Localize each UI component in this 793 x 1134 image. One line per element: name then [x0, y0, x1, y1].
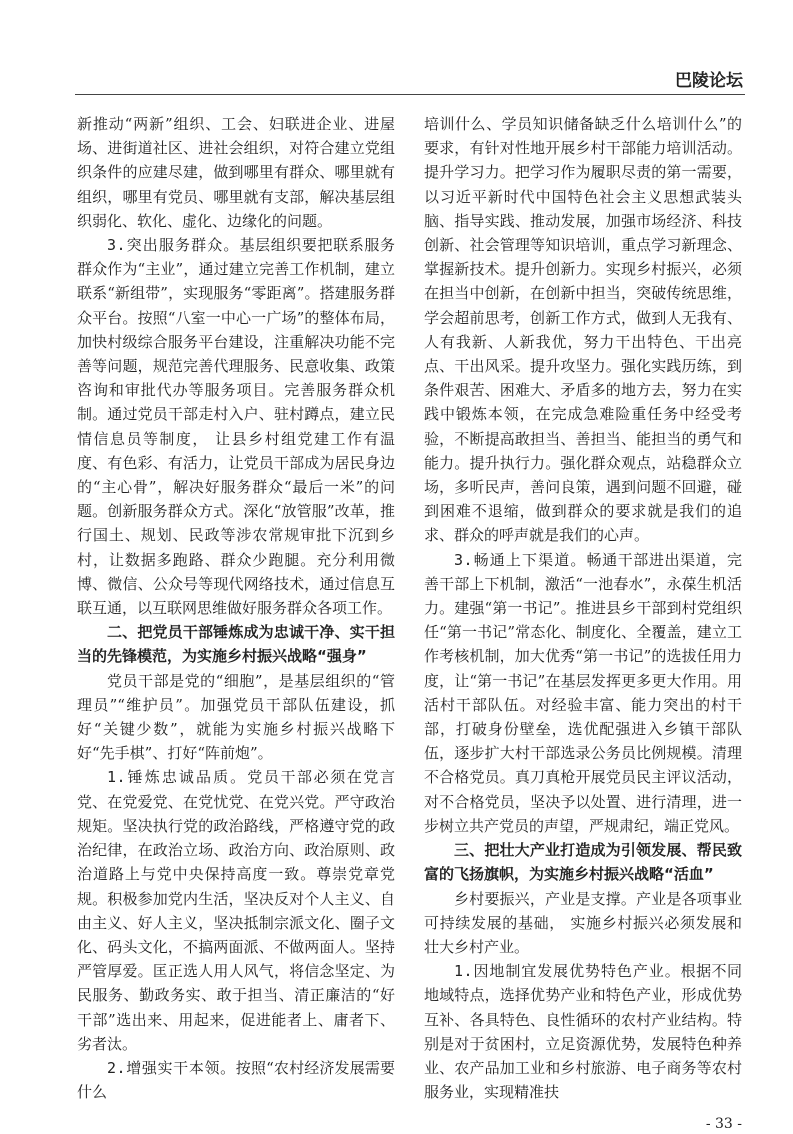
right-column	[424, 112, 742, 1134]
page-number: - 33 -	[705, 1116, 742, 1133]
paragraph-lead: 1.因地制宜发展优势特色产业。	[454, 962, 681, 981]
section-heading: 二、把党员干部锤炼成为忠诚干净、实干担当的先锋模范，为实施乡村振兴战略“强身”	[77, 623, 395, 666]
paragraph: 党员干部是党的“细胞”，是基层组织的“管理员”“维护员”。加强党员干部队伍建设，抓好“关键少数”，就能为实施乡村振兴战略下好“先手棋”、打好“阵前炮”。	[77, 671, 395, 763]
paragraph-body: 按照“农村经济发展需要什么	[77, 1058, 396, 1102]
paragraph	[424, 959, 742, 1104]
paragraph	[424, 548, 742, 838]
paragraph	[77, 765, 395, 1055]
journal-header-title: 巴陵论坛	[675, 71, 743, 91]
paragraph: 乡村要振兴，产业是支撑。产业是各项事业可持续发展的基础， 实施乡村振兴必须发展和壮大乡村产业。	[424, 889, 742, 956]
paragraph-body: 根据不同地域特点，选择优势产业和特色产业，形成优势互补、各具特色、良性循环的农村产业结构。特别是对于贫困村，立足资源优势，发展特色种养业、农产品加工业和乡村旅游、电子商务等农村服务业，实现精准扶	[424, 962, 742, 1102]
section-heading: 三、把壮大产业打造成为引领发展、帮民致富的飞扬旗帜，为实施乡村振兴战略“活血”	[424, 841, 742, 884]
paragraph-lead: 2.增强实干本领。	[107, 1058, 236, 1077]
paragraph-lead: 3.突出服务群众。	[107, 236, 240, 255]
header-divider	[75, 94, 745, 95]
left-column	[77, 112, 395, 1104]
paragraph	[77, 1056, 395, 1104]
paragraph-body: 畅通干部进出渠道，完善干部上下机制，激活“一池春水”，永葆生机活力。建强“第一书记”。推进县乡干部到村党组织任“第一书记”常态化、制度化、全覆盖，建立工作考核机制，加大优秀“第一书记”的选拔任用力度，让“第一书记”在基层发挥更多更大作用。用活村干部队伍。对经验丰富、能力突出的村干部，打破身份壁垒，选优配强进入乡镇干部队伍，逐步扩大村干部选录公务员比例规模。清理不合格党员。真刀真枪开展党员民主评议活动，对不合格党员，坚决予以处置、进行清理，进一步树立共产党员的声望，严规肃纪，端正党风。	[424, 550, 742, 835]
paragraph: 培训什么、学员知识储备缺乏什么培训什么”的要求，有针对性地开展乡村干部能力培训活动。提升学习力。把学习作为履职尽责的第一需要，以习近平新时代中国特色社会主义思想武装头脑、指导实践、推动发展，加强市场经济、科技创新、社会管理等知识培训，重点学习新理念、掌握新技术。提升创新力。实现乡村振兴，必须在担当中创新，在创新中担当，突破传统思维，学会超前思考，创新工作方式，做到人无我有、人有我新、人新我优，努力干出特色、干出亮点、干出风采。提升攻坚力。强化实践历练，到条件艰苦、困难大、矛盾多的地方去，努力在实践中锻炼本领，在完成急难险重任务中经受考验，不断提高敢担当、善担当、能担当的勇气和能力。提升执行力。强化群众观点，站稳群众立场，多听民声，善问良策，遇到问题不回避，碰到困难不退缩，做到群众的要求就是我们的追求、群众的呼声就是我们的心声。	[424, 115, 742, 545]
paragraph-lead: 3.畅通上下渠道。	[454, 550, 587, 569]
paragraph-body: 党员干部必须在党言党、在党爱党、在党忧党、在党兴党。严守政治规矩。坚决执行党的政治路线，严格遵守党的政治纪律，在政治立场、政治方向、政治原则、政治道路上与党中央保持高度一致。尊崇党章党规。积极参加党内生活，坚决反对个人主义、自由主义、好人主义，坚决抵制宗派文化、圈子文化、码头文化，不搞两面派、不做两面人。坚持严管厚爱。匡正选人用人风气，将信念坚定、为民服务、勤政务实、敢于担当、清正廉洁的“好干部”选出来、用起来，促进能者上、庸者下、劣者汰。	[77, 768, 395, 1053]
paragraph-body: 基层组织要把联系服务群众作为“主业”，通过建立完善工作机制，建立联系“新组带”，实现服务“零距离”。搭建服务群众平台。按照“八室一中心一广场”的整体布局，加快村级综合服务平台建设，注重解决功能不完善等问题，规范完善代理服务、民意收集、政策咨询和审批代办等服务项目。完善服务群众机制。通过党员干部走村入户、驻村蹲点，建立民情信息员等制度， 让县乡村组党建工作有温度、有色彩、有活力，让党员干部成为居民身边的“主心骨”，解决好服务群众“最后一米”的问题。创新服务群众方式。深化“放管服”改革，推行国土、规划、民政等涉农常规审批下沉到乡村，让数据多跑路、群众少跑腿。充分利用微博、微信、公众号等现代网络技术，通过信息互联互通，以互联网思维做好服务群众各项工作。	[77, 236, 395, 618]
paragraph	[77, 233, 395, 620]
paragraph: 新推动“两新”组织、工会、妇联进企业、进屋场、进街道社区、进社会组织，对符合建立党组织条件的应建尽建，做到哪里有群众、哪里就有组织，哪里有党员、哪里就有支部，解决基层组织弱化、软化、虚化、边缘化的问题。	[77, 115, 395, 230]
paragraph-lead: 1.锤炼忠诚品质。	[107, 768, 248, 787]
